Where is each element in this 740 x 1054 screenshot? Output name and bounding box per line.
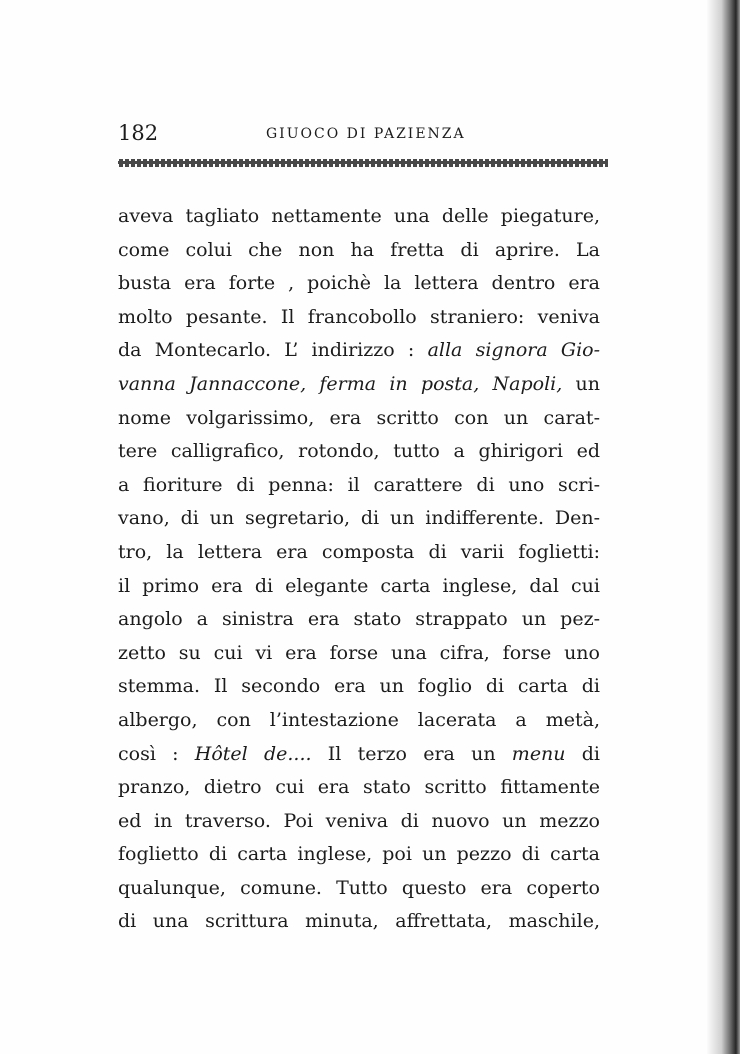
text-line [118, 771, 600, 805]
text-run: a fioriture di penna: il carattere di uno scri- [118, 473, 600, 496]
text-run: vano, di un segretario, di un indifferente. Den- [118, 507, 600, 530]
text-run: di [565, 742, 600, 765]
text-line [118, 570, 600, 604]
text-line [118, 267, 600, 301]
italic-text-run: alla signora Gio- [427, 339, 601, 362]
text-run: busta era forte , poichè la lettera dentro era [118, 272, 600, 295]
text-run: albergo, con l’intestazione lacerata a metà, [118, 708, 600, 731]
text-run: Il terzo era un [311, 742, 512, 765]
text-run: di una scrittura minuta, affrettata, maschile, [118, 910, 600, 933]
text-line [118, 637, 600, 671]
text-run: molto pesante. Il francobollo straniero: veniva [118, 305, 600, 328]
italic-text-run: vanna Jannaccone, ferma in posta, Napoli, [118, 372, 563, 395]
text-run: angolo a sinistra era stato strappato un pez- [118, 608, 600, 631]
text-run: nome volgarissimo, era scritto con un carat- [118, 406, 600, 429]
text-line [118, 402, 600, 436]
body-text [118, 200, 600, 939]
text-line [118, 234, 600, 268]
text-line [118, 838, 600, 872]
text-line [118, 805, 600, 839]
page-edge-shadow [706, 0, 740, 1054]
page-header [118, 121, 600, 145]
italic-text-run: menu [511, 742, 566, 765]
text-run: da Montecarlo. L’ indirizzo : [118, 339, 428, 362]
text-line [118, 502, 600, 536]
running-title: GIUOCO DI PAZIENZA [266, 126, 466, 142]
text-line [118, 738, 600, 772]
text-run: aveva tagliato nettamente una delle piegature, [118, 205, 600, 227]
text-run: zetto su cui vi era forse una cifra, forse uno [118, 641, 600, 664]
text-run: tro, la lettera era composta di varii foglietti: [118, 540, 600, 563]
text-run: pranzo, dietro cui era stato scritto fittamente [118, 776, 600, 799]
text-line [118, 469, 600, 503]
text-line [118, 334, 600, 368]
text-run: stemma. Il secondo era un foglio di carta di [118, 675, 600, 698]
text-line [118, 200, 600, 234]
text-run: il primo era di elegante carta inglese, dal cui [118, 574, 600, 597]
text-line [118, 670, 600, 704]
text-line [118, 872, 600, 906]
text-run: ed in traverso. Poi veniva di nuovo un mezzo [118, 809, 600, 832]
text-line [118, 704, 600, 738]
text-run: un [562, 372, 600, 395]
italic-text-run: Hôtel de.... [194, 742, 312, 765]
text-run: come colui che non ha fretta di aprire. La [118, 238, 600, 261]
text-run: tere calligrafico, rotondo, tutto a ghirigori ed [118, 440, 600, 463]
text-line [118, 435, 600, 469]
page-number: 182 [118, 121, 159, 145]
decorative-rule [118, 159, 608, 167]
text-line [118, 301, 600, 335]
text-line [118, 536, 600, 570]
text-run: qualunque, comune. Tutto questo era coperto [118, 876, 600, 899]
text-run: così : [118, 742, 195, 765]
text-line [118, 603, 600, 637]
text-run: foglietto di carta inglese, poi un pezzo di carta [118, 843, 600, 866]
text-line [118, 368, 600, 402]
text-line [118, 905, 600, 939]
